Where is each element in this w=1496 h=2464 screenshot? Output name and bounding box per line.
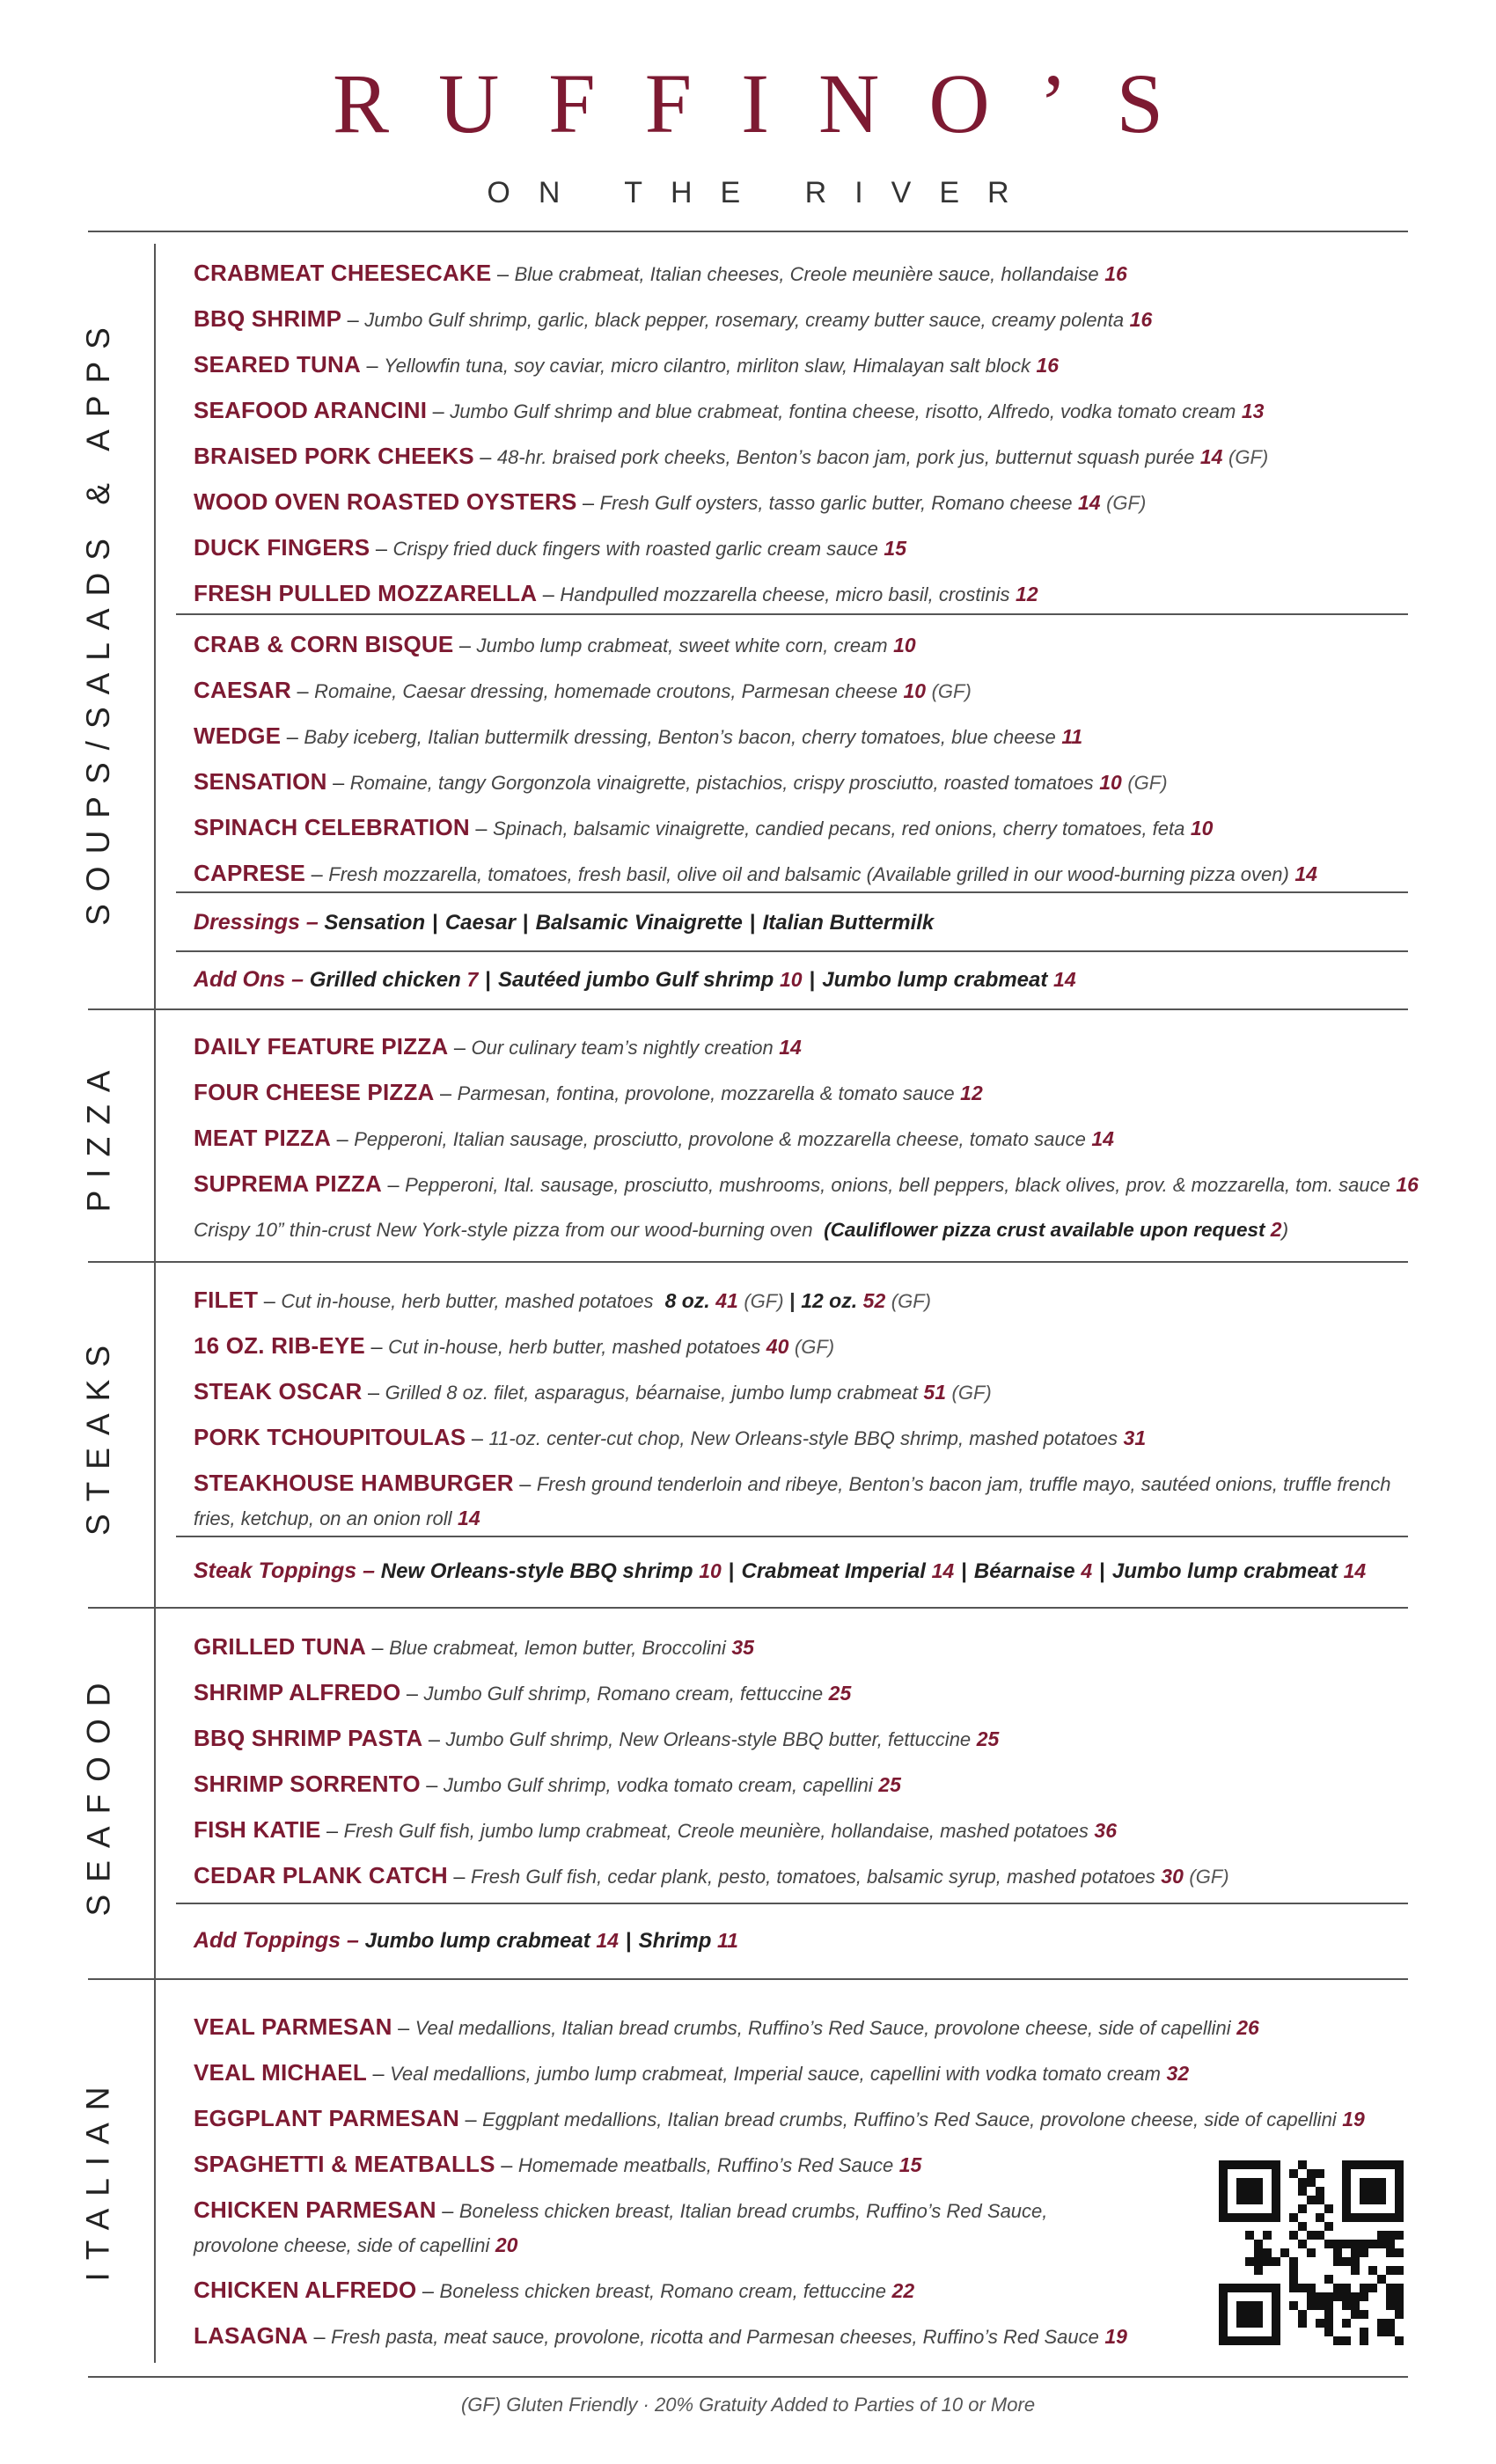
category-label-italian: ITALIAN: [80, 2073, 117, 2282]
apps-list: [194, 251, 1408, 617]
menu-item: CHICKEN PARMESAN – Boneless chicken breast, Italian bread crumbs, Ruffino’s Red Sauce, provolone cheese, side of capellini 20: [194, 2196, 1048, 2256]
category-label-steaks: STEAKS: [80, 1333, 116, 1536]
menu-item: FOUR CHEESE PIZZA – Parmesan, fontina, provolone, mozzarella & tomato sauce 12: [194, 1079, 983, 1105]
dressings-row: Dressings – Sensation | Caesar | Balsamic Vinaigrette | Italian Buttermilk: [194, 910, 935, 935]
menu-item: VEAL PARMESAN – Veal medallions, Italian bread crumbs, Ruffino’s Red Sauce, provolone cheese, side of capellini 26: [194, 2013, 1259, 2040]
menu-item: BRAISED PORK CHEEKS – 48-hr. braised pork cheeks, Benton’s bacon jam, pork jus, butternut squash purée 14 (GF): [194, 443, 1269, 469]
menu-item: SUPREMA PIZZA – Pepperoni, Ital. sausage, prosciutto, mushrooms, onions, bell peppers, black olives, prov. & mozzarella, tom. sauce 16: [194, 1170, 1419, 1197]
qr-code[interactable]: [1219, 2160, 1404, 2345]
menu-item: CEDAR PLANK CATCH – Fresh Gulf fish, cedar plank, pesto, tomatoes, balsamic syrup, mashed potatoes 30 (GF): [194, 1862, 1229, 1888]
divider: [88, 1261, 1408, 1263]
menu-item: CRAB & CORN BISQUE – Jumbo lump crabmeat, sweet white corn, cream 10: [194, 631, 916, 657]
menu-item: CRABMEAT CHEESECAKE – Blue crabmeat, Italian cheeses, Creole meunière sauce, hollandaise 16: [194, 260, 1127, 286]
menu-item: EGGPLANT PARMESAN – Eggplant medallions, Italian bread crumbs, Ruffino’s Red Sauce, provolone cheese, side of capellini 19: [194, 2105, 1365, 2131]
menu-item: SEAFOOD ARANCINI – Jumbo Gulf shrimp and blue crabmeat, fontina cheese, risotto, Alfredo, vodka tomato cream 13: [194, 397, 1265, 423]
category-label-apps: SOUPS/SALADS & APPS: [80, 315, 116, 926]
menu-item: PORK TCHOUPITOULAS – 11-oz. center-cut chop, New Orleans-style BBQ shrimp, mashed potatoes 31: [194, 1424, 1147, 1450]
menu-item: BBQ SHRIMP – Jumbo Gulf shrimp, garlic, black pepper, rosemary, creamy butter sauce, creamy polenta 16: [194, 305, 1153, 332]
soups-salads-list: [194, 622, 1408, 897]
category-label-seafood: SEAFOOD: [80, 1670, 117, 1916]
menu-item: DUCK FINGERS – Crispy fried duck fingers with roasted garlic cream sauce 15: [194, 534, 907, 561]
divider: [88, 1978, 1408, 1980]
addons-row: Add Ons – Grilled chicken 7 | Sautéed jumbo Gulf shrimp 10 | Jumbo lump crabmeat 14: [194, 967, 1076, 992]
menu-item: SENSATION – Romaine, tangy Gorgonzola vinaigrette, pistachios, crispy prosciutto, roasted tomatoes 10 (GF): [194, 768, 1168, 795]
menu-item: LASAGNA – Fresh pasta, meat sauce, provolone, ricotta and Parmesan cheeses, Ruffino’s Red Sauce 19: [194, 2322, 1127, 2349]
pizza-list: [194, 1024, 1419, 1252]
menu-item: SPAGHETTI & MEATBALLS – Homemade meatballs, Ruffino’s Red Sauce 15: [194, 2151, 922, 2177]
subdivider: [176, 950, 1408, 952]
menu-item: FISH KATIE – Fresh Gulf fish, jumbo lump crabmeat, Creole meunière, hollandaise, mashed potatoes 36: [194, 1816, 1118, 1843]
seafood-list: [194, 1624, 1408, 1899]
seafood-toppings-row: Add Toppings – Jumbo lump crabmeat 14 | Shrimp 11: [194, 1928, 738, 1953]
menu-item: CAPRESE – Fresh mozzarella, tomatoes, fresh basil, olive oil and balsamic (Available grilled in our wood-burning pizza oven) 14: [194, 860, 1317, 886]
menu-item: SHRIMP SORRENTO – Jumbo Gulf shrimp, vodka tomato cream, capellini 25: [194, 1771, 901, 1797]
menu-item: CAESAR – Romaine, Caesar dressing, homemade croutons, Parmesan cheese 10 (GF): [194, 677, 972, 703]
restaurant-name: RUFFINO’S: [332, 56, 1214, 150]
footer-note: (GF) Gluten Friendly · 20% Gratuity Added to Parties of 10 or More: [460, 2394, 1036, 2416]
menu-item: FILET – Cut in-house, herb butter, mashed potatoes 8 oz. 41 (GF) | 12 oz. 52 (GF): [194, 1287, 931, 1313]
pizza-note: Crispy 10” thin-crust New York-style pizza from our wood-burning oven (Cauliflower pizza crust available upon request 2): [194, 1218, 1289, 1241]
steak-toppings-row: Steak Toppings – New Orleans-style BBQ shrimp 10 | Crabmeat Imperial 14 | Béarnaise 4 | Jumbo lump crabmeat 14: [194, 1558, 1367, 1583]
menu-header: [0, 56, 1496, 209]
category-label-pizza: PIZZA: [80, 1058, 116, 1213]
menu-item: VEAL MICHAEL – Veal medallions, jumbo lump crabmeat, Imperial sauce, capellini with vodka tomato cream 32: [194, 2059, 1190, 2086]
menu-item: BBQ SHRIMP PASTA – Jumbo Gulf shrimp, New Orleans-style BBQ butter, fettuccine 25: [194, 1725, 1000, 1751]
menu-item: GRILLED TUNA – Blue crabmeat, lemon butter, Broccolini 35: [194, 1633, 754, 1660]
subdivider: [176, 1903, 1408, 1904]
menu-item: FRESH PULLED MOZZARELLA – Handpulled mozzarella cheese, micro basil, crostinis 12: [194, 580, 1038, 606]
category-column-line: [154, 244, 156, 2363]
divider: [88, 1607, 1408, 1609]
menu-item: SHRIMP ALFREDO – Jumbo Gulf shrimp, Romano cream, fettuccine 25: [194, 1679, 852, 1705]
menu-item: MEAT PIZZA – Pepperoni, Italian sausage, prosciutto, provolone & mozzarella cheese, tomato sauce 14: [194, 1125, 1114, 1151]
divider: [88, 2376, 1408, 2378]
menu-item: DAILY FEATURE PIZZA – Our culinary team’s nightly creation 14: [194, 1033, 802, 1060]
menu-item: CHICKEN ALFREDO – Boneless chicken breast, Romano cream, fettuccine 22: [194, 2277, 915, 2303]
restaurant-tagline: ON THE RIVER: [487, 176, 1038, 209]
menu-item: WEDGE – Baby iceberg, Italian buttermilk dressing, Benton’s bacon, cherry tomatoes, blue cheese 11: [194, 722, 1083, 749]
menu-item: SEARED TUNA – Yellowfin tuna, soy caviar, micro cilantro, mirliton slaw, Himalayan salt block 16: [194, 351, 1060, 378]
divider: [88, 231, 1408, 232]
menu-item: STEAKHOUSE HAMBURGER – Fresh ground tenderloin and ribeye, Benton’s bacon jam, truffle mayo, sautéed onions, truffle french fries, ketchup, on an onion roll 14: [194, 1470, 1391, 1529]
menu-item: STEAK OSCAR – Grilled 8 oz. filet, asparagus, béarnaise, jumbo lump crabmeat 51 (GF): [194, 1378, 992, 1404]
steaks-list: [194, 1278, 1408, 1541]
menu-item: SPINACH CELEBRATION – Spinach, balsamic vinaigrette, candied pecans, red onions, cherry tomatoes, feta 10: [194, 814, 1214, 840]
divider: [88, 1008, 1408, 1010]
menu-item: WOOD OVEN ROASTED OYSTERS – Fresh Gulf oysters, tasso garlic butter, Romano cheese 14 (GF): [194, 488, 1147, 515]
menu-item: 16 OZ. RIB-EYE – Cut in-house, herb butter, mashed potatoes 40 (GF): [194, 1332, 835, 1359]
